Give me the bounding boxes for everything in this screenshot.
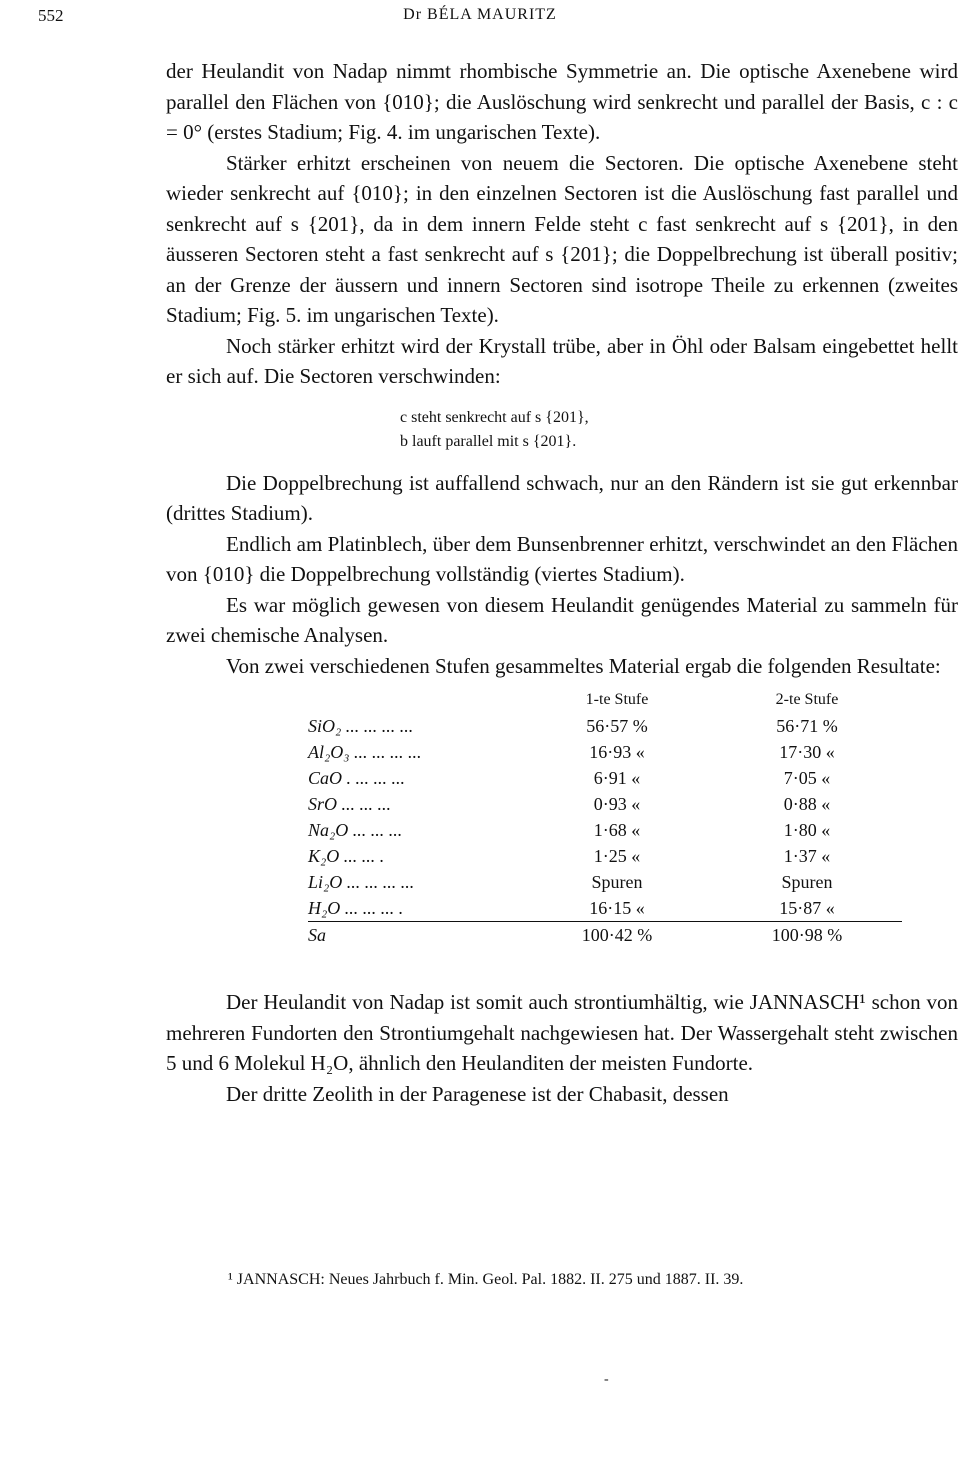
table-cell: 1·68 « — [593, 820, 641, 840]
paragraph-2: Stärker erhitzt erscheinen von neuem die Sectoren. Die optische Axenebene steht wieder senkrecht auf {010}; in den einzelnen Sectoren ist die Auslöschung fast parallel und senkrecht auf s {201}, da in dem innern Felde steht c fast senkrecht auf s {201}, in den äusseren Sectoren steht a fast senkrecht auf s {201}; die Doppelbrechung ist überall positiv; an der Grenze der äussern und innern Sectoren sind isotrope Theile zu erkennen (zweites Stadium; Fig. 5. im ungarischen Texte). — [166, 150, 958, 327]
table-row — [308, 713, 902, 739]
analysis-table-wrap — [166, 687, 958, 987]
table-col-header: 2-te Stufe — [775, 691, 839, 708]
table-sum-cell: 100·42 % — [581, 925, 653, 945]
table-header-row — [308, 687, 902, 713]
table-cell: 56·71 % — [776, 716, 838, 736]
table-cell: Spuren — [781, 872, 833, 892]
table-cell: 56·57 % — [586, 716, 648, 736]
formula-line-1: c steht senkrecht auf s {201}, — [400, 408, 589, 426]
table-row — [308, 791, 902, 817]
formula-block — [400, 406, 958, 454]
table-sum-label: Sa — [308, 925, 326, 945]
page-header — [0, 0, 960, 40]
table-cell: 15·87 « — [712, 895, 902, 922]
table-cell: 1·37 « — [783, 846, 831, 866]
paragraph-7: Von zwei verschiedenen Stufen gesammeltes Material ergab die folgenden Resultate: — [226, 653, 941, 678]
table-row-label: H₂O ... ... ... . — [308, 895, 522, 922]
table-row-label: K₂O ... ... . — [308, 846, 385, 866]
table-cell: 6·91 « — [593, 768, 641, 788]
table-cell: 1·80 « — [783, 820, 831, 840]
table-row — [308, 869, 902, 895]
table-row-label: Li₂O ... ... ... ... — [308, 872, 415, 892]
table-cell: 0·93 « — [593, 794, 641, 814]
table-row — [308, 739, 902, 765]
paragraph-1: der Heulandit von Nadap nimmt rhombische Symmetrie an. Die optische Axenebene wird parallel den Flächen von {010}; die Auslöschung wird senkrecht und parallel der Basis, c : c = 0° (erstes Stadium; Fig. 4. im ungarischen Texte). — [166, 59, 958, 144]
paragraph-6: Es war möglich gewesen von diesem Heulandit genügendes Material zu sammeln für zwei chemische Analysen. — [166, 592, 958, 647]
page-number: 552 — [38, 6, 64, 25]
table-cell: 0·88 « — [783, 794, 831, 814]
table-sum-row — [308, 922, 902, 949]
stray-mark: - — [604, 1372, 609, 1387]
table-row-label: SiO₂ ... ... ... ... — [308, 716, 414, 736]
table-cell: Spuren — [591, 872, 643, 892]
main-text — [166, 56, 958, 1109]
table-cell: 16·15 « — [522, 895, 712, 922]
paragraph-9: Der dritte Zeolith in der Paragenese ist der Chabasit, dessen — [226, 1081, 729, 1106]
paragraph-4: Die Doppelbrechung ist auffallend schwach, nur an den Rändern ist sie gut erkennbar (drittes Stadium). — [166, 470, 958, 525]
footnote: ¹ JANNASCH: Neues Jahrbuch f. Min. Geol. Pal. 1882. II. 275 und 1887. II. 39. — [228, 1271, 744, 1288]
formula-line-2: b lauft parallel mit s {201}. — [400, 432, 577, 450]
paragraph-5: Endlich am Platinblech, über dem Bunsenbrenner erhitzt, verschwindet an den Flächen von {010} die Doppelbrechung vollständig (viertes Stadium). — [166, 531, 958, 586]
table-row-label: Al₂O₃ ... ... ... ... — [308, 742, 422, 762]
paragraph-8: Der Heulandit von Nadap ist somit auch strontiumhältig, wie JANNASCH¹ schon von mehreren Fundorten den Strontiumgehalt nachgewiesen hat. Der Wassergehalt steht zwischen 5 und 6 Molekul H₂O, ähnlich den Heulanditen der meisten Fundorte. — [166, 990, 958, 1075]
table-row-label: Na₂O ... ... ... — [308, 820, 403, 840]
table-row — [308, 817, 902, 843]
table-row — [308, 765, 902, 791]
running-head: Dr BÉLA MAURITZ — [403, 6, 557, 23]
table-row-label: SrO ... ... ... — [308, 794, 392, 814]
table-cell: 1·25 « — [593, 846, 641, 866]
table-row — [308, 895, 902, 922]
table-row-label: CaO . ... ... ... — [308, 768, 406, 788]
table-col-header: 1-te Stufe — [585, 691, 649, 708]
analysis-table — [308, 687, 902, 948]
table-row — [308, 843, 902, 869]
table-sum-cell: 100·98 % — [771, 925, 843, 945]
table-cell: 17·30 « — [779, 742, 835, 762]
table-cell: 7·05 « — [783, 768, 831, 788]
paragraph-3: Noch stärker erhitzt wird der Krystall trübe, aber in Öhl oder Balsam eingebettet hellt er sich auf. Die Sectoren verschwinden: — [166, 333, 958, 388]
table-cell: 16·93 « — [589, 742, 645, 762]
